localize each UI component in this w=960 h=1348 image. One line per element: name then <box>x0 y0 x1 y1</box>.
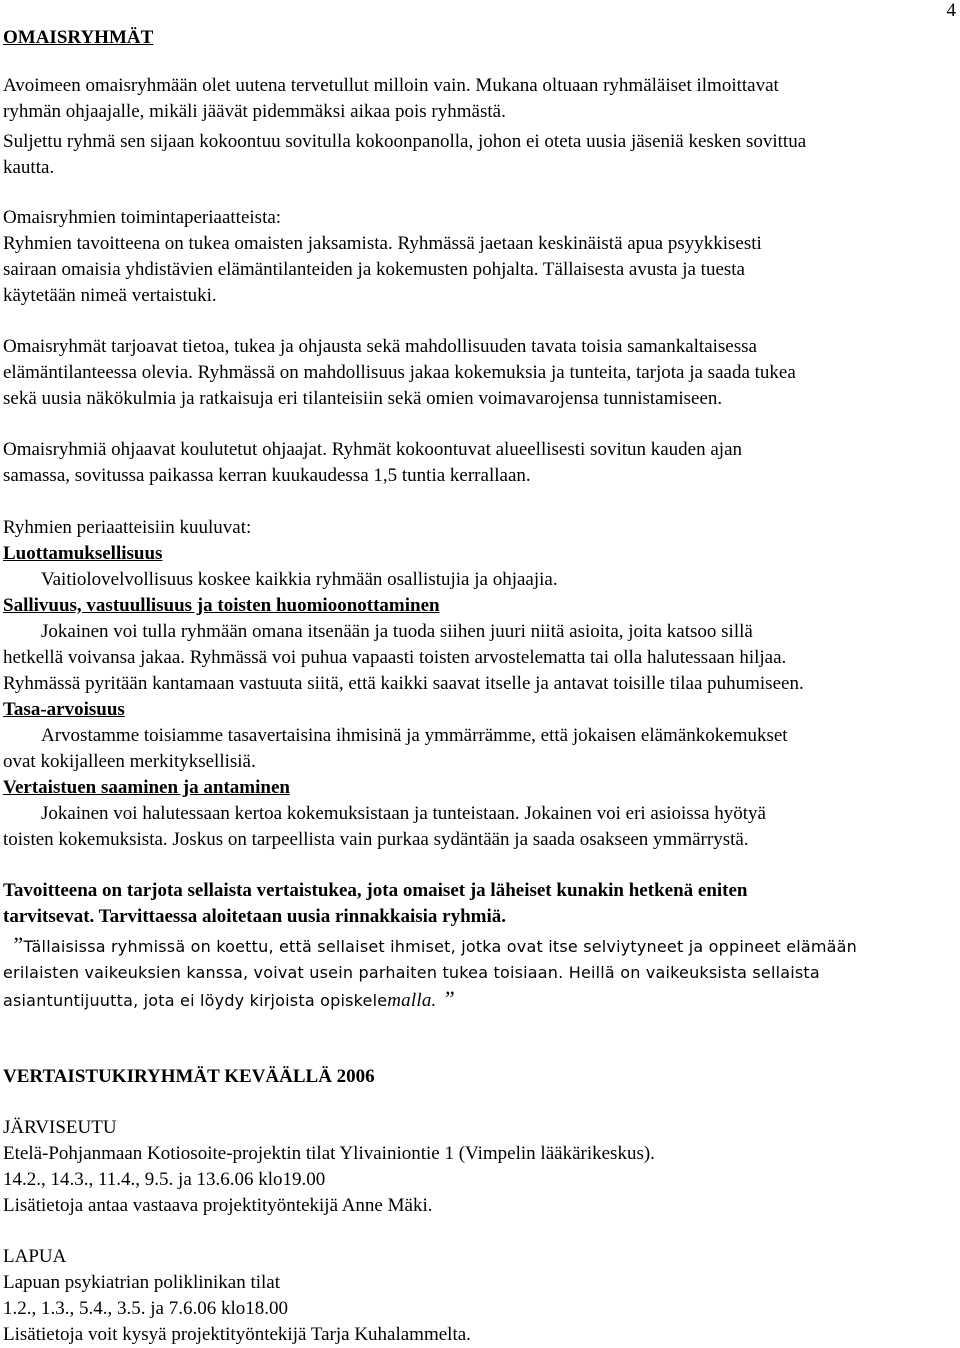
offer-line: sekä uusia näkökulmia ja ratkaisuja eri tilanteisiin sekä omien voimavarojensa tunnistamiseen. <box>3 388 723 409</box>
goal-line: Tavoitteena on tarjota sellaista vertaistukea, jota omaiset ja läheiset kunakin hetkenä eniten <box>3 880 748 901</box>
value-title: Luottamuksellisuus <box>3 543 163 564</box>
section-heading-omaisryhmat: OMAISRYHMÄT <box>3 27 154 48</box>
quote-line: erilaisten vaikeuksien kanssa, voivat usein parhaiten tukea toisiaan. Heillä on vaikeuksista sellaista <box>3 963 820 982</box>
principles-line: käytetään nimeä vertaistuki. <box>3 285 217 306</box>
intro-line: ryhmän ohjaajalle, mikäli jäävät pidemmäksi aikaa pois ryhmästä. <box>3 101 506 122</box>
location-name-jarviseutu: JÄRVISEUTU <box>3 1117 117 1138</box>
quote-close-mark: ” <box>442 986 455 1011</box>
location-line: Lapuan psykiatrian poliklinikan tilat <box>3 1272 281 1293</box>
value-text: toisten kokemuksista. Joskus on tarpeellista vain purkaa sydäntään ja saada osakseen ymmärrystä. <box>3 829 749 850</box>
offer-line: Omaisryhmät tarjoavat tietoa, tukea ja ohjausta sekä mahdollisuuden tavata toisia samankaltaisessa <box>3 336 757 357</box>
location-line: Lisätietoja voit kysyä projektityöntekijä Tarja Kuhalammelta. <box>3 1324 471 1345</box>
intro-line: Avoimeen omaisryhmään olet uutena tervetullut milloin vain. Mukana oltuaan ryhmäläiset ilmoittavat <box>3 75 779 96</box>
quote-text: Tällaisissa ryhmissä on koettu, että sellaiset ihmiset, jotka ovat itse selviytyneet ja oppineet elämään <box>23 937 858 956</box>
quote-text: asiantuntijuutta, jota ei löydy kirjoista opiskele <box>3 991 388 1010</box>
page-number: 4 <box>946 0 956 21</box>
quote-line <box>3 932 857 960</box>
value-text: Jokainen voi halutessaan kertoa kokemuksistaan ja tunteistaan. Jokainen voi eri asioissa hyötyä <box>41 803 766 824</box>
location-name-lapua: LAPUA <box>3 1246 67 1267</box>
goal-line: tarvitsevat. Tarvittaessa aloitetaan uusia rinnakkaisia ryhmiä. <box>3 906 506 927</box>
leaders-line: samassa, sovitussa paikassa kerran kuukaudessa 1,5 tuntia kerrallaan. <box>3 465 531 486</box>
value-text: Vaitiolovelvollisuus koskee kaikkia ryhmään osallistujia ja ohjaajia. <box>41 569 558 590</box>
value-title: Sallivuus, vastuullisuus ja toisten huomioonottaminen <box>3 595 440 616</box>
location-line: 14.2., 14.3., 11.4., 9.5. ja 13.6.06 klo19.00 <box>3 1169 326 1190</box>
principles-line: Ryhmien tavoitteena on tukea omaisten jaksamista. Ryhmässä jaetaan keskinäistä apua psyykkisesti <box>3 233 762 254</box>
value-title: Vertaistuen saaminen ja antaminen <box>3 777 290 798</box>
principles-line: sairaan omaisia yhdistävien elämäntilanteiden ja kokemusten pohjalta. Tällaisesta avusta ja tuesta <box>3 259 745 280</box>
value-text: Arvostamme toisiamme tasavertaisina ihmisinä ja ymmärrämme, että jokaisen elämänkokemukset <box>41 725 788 746</box>
leaders-line: Omaisryhmiä ohjaavat koulutetut ohjaajat. Ryhmät kokoontuvat alueellisesti sovitun kauden ajan <box>3 439 743 460</box>
values-intro: Ryhmien periaatteisiin kuuluvat: <box>3 517 252 538</box>
value-text: Jokainen voi tulla ryhmään omana itsenään ja tuoda siihen juuri niitä asioita, joita katsoo sillä <box>41 621 753 642</box>
location-line: Lisätietoja antaa vastaava projektityöntekijä Anne Mäki. <box>3 1195 433 1216</box>
quote-italic: malla. <box>387 990 437 1011</box>
quote-open-mark: ” <box>11 932 24 957</box>
intro-line: kautta. <box>3 157 55 178</box>
value-text: Ryhmässä pyritään kantamaan vastuuta siitä, että kaikki saavat itselle ja antavat toisille tilaa puhumiseen. <box>3 673 804 694</box>
spring-heading: VERTAISTUKIRYHMÄT KEVÄÄLLÄ 2006 <box>3 1066 375 1087</box>
location-line: Etelä-Pohjanmaan Kotiosoite-projektin tilat Ylivainiontie 1 (Vimpelin lääkärikeskus). <box>3 1143 655 1164</box>
offer-line: elämäntilanteessa olevia. Ryhmässä on mahdollisuus jakaa kokemuksia ja tunteita, tarjota ja saada tukea <box>3 362 796 383</box>
intro-line: Suljettu ryhmä sen sijaan kokoontuu sovitulla kokoonpanolla, johon ei oteta uusia jäseniä kesken sovittua <box>3 131 807 152</box>
value-text: ovat kokijalleen merkityksellisiä. <box>3 751 256 772</box>
location-line: 1.2., 1.3., 5.4., 3.5. ja 7.6.06 klo18.00 <box>3 1298 288 1319</box>
value-title: Tasa-arvoisuus <box>3 699 125 720</box>
value-text: hetkellä voivansa jakaa. Ryhmässä voi puhua vapaasti toisten arvostelematta tai olla halutessaan hiljaa. <box>3 647 787 668</box>
quote-line <box>3 986 455 1014</box>
principles-intro: Omaisryhmien toimintaperiaatteista: <box>3 207 282 228</box>
